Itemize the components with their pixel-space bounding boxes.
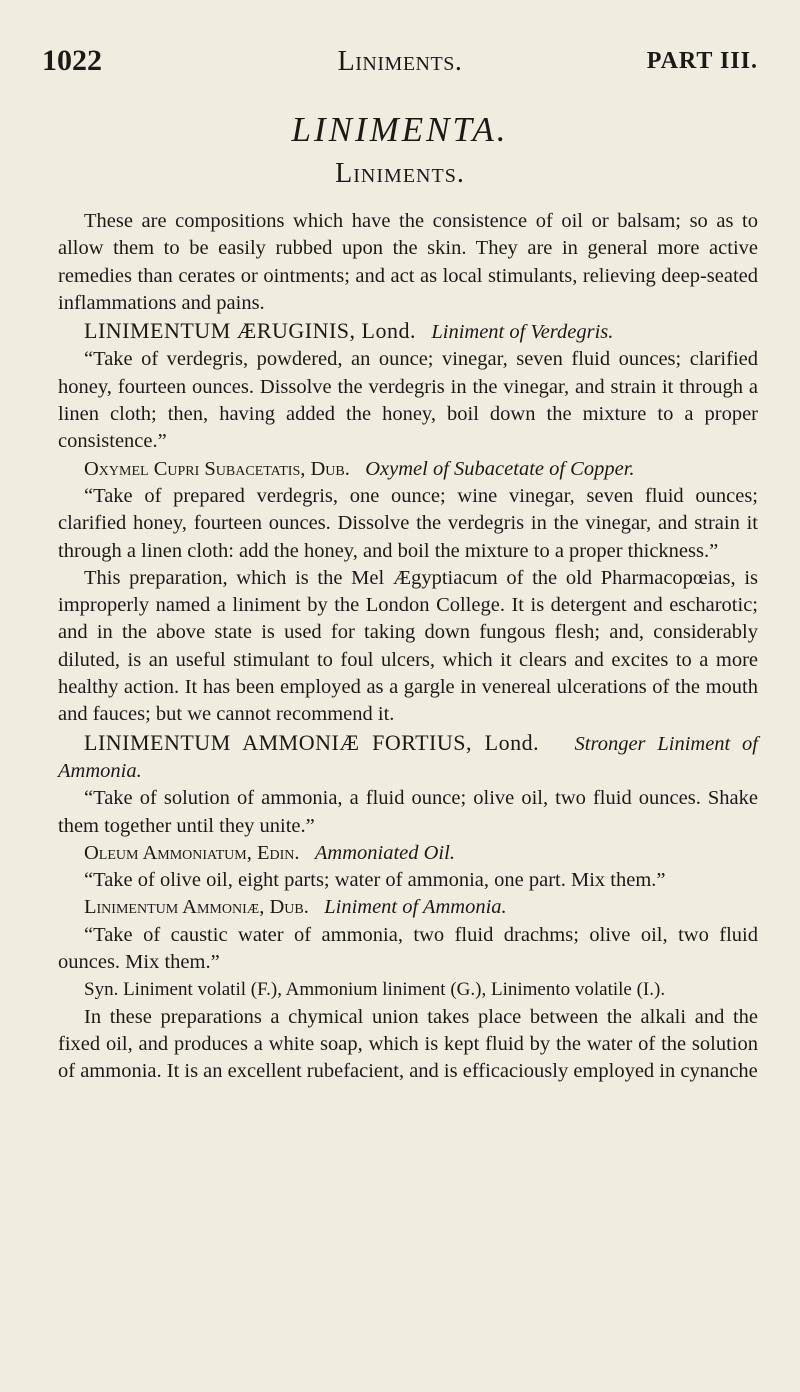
entry-heading-oxymel [58, 456, 758, 483]
entry-name: LINIMENTUM AMMONIÆ FORTIUS, Lond. [84, 729, 540, 755]
recipe-paragraph: “Take of solution of ammonia, a fluid ounce; olive oil, two fluid ounces. Shake them together until they unite.” [58, 787, 758, 837]
entry-english-name: Liniment of Ammonia. [324, 896, 507, 919]
page-number: 1022 [42, 44, 102, 77]
entry-english-name: Stronger Liniment of Ammonia. [58, 732, 759, 782]
entry-english-name: Ammoniated Oil. [314, 841, 455, 864]
entry-name: LINIMENTUM ÆRUGINIS, Lond. [84, 318, 416, 344]
intro-paragraph: These are compositions which have the consistence of oil or balsam; so as to allow them to be easily rubbed upon the skin. They are in general more active remedies than cerates or ointments; and act as local stimulants, relieving deep-seated inflammations and pains. [58, 210, 758, 314]
entry-english-name: Oxymel of Subacetate of Copper. [365, 457, 635, 480]
recipe-paragraph: “Take of caustic water of ammonia, two fluid drachms; olive oil, two fluid ounces. Mix them.” [58, 923, 758, 974]
page-header [42, 44, 758, 84]
entry-english-name: Liniment of Verdegris. [431, 321, 614, 344]
entry-name: Linimentum Ammoniæ, Dub. [84, 896, 309, 919]
entry-name: Oxymel Cupri Subacetatis, Dub. [84, 457, 350, 480]
entry-heading-ammoniae-fortius [58, 729, 758, 786]
entry-heading-aeruginis [58, 317, 758, 346]
recipe-paragraph: “Take of verdegris, powdered, an ounce; vinegar, seven fluid ounces; clarified honey, fourteen ounces. Dissolve the verdegris in the vinegar, and strain it through a linen cloth; then, having added the honey, boil down the mixture to a proper consistence.” [58, 348, 758, 453]
part-label: PART III. [646, 48, 758, 74]
entry-heading-ammoniae [58, 894, 758, 921]
synonyms-line: Syn. Liniment volatil (F.), Ammonium liniment (G.), Linimento volatile (I.). [84, 979, 666, 1001]
chapter-title: LINIMENTA. [291, 110, 509, 149]
running-title: Liniments. [337, 46, 463, 77]
commentary-paragraph: This preparation, which is the Mel Ægyptiacum of the old Pharmacopœias, is improperly named a liniment by the London College. It is detergent and escharotic; and in the above state is used for taking down fungous flesh; and, considerably diluted, is an useful stimulant to foul ulcers, which it clears and excites to a more healthy action. It has been employed as a gargle in venereal ulcerations of the mouth and fauces; but we cannot recommend it. [58, 566, 758, 726]
recipe-paragraph: “Take of prepared verdegris, one ounce; wine vinegar, seven fluid ounces; clarified honey, fourteen ounces. Dissolve the verdegris in the vinegar, and strain it through a linen cloth: add the honey, and boil the mixture to a proper thickness.” [58, 484, 758, 562]
recipe-paragraph: “Take of olive oil, eight parts; water of ammonia, one part. Mix them.” [84, 869, 666, 892]
entry-name: Oleum Ammoniatum, Edin. [84, 841, 300, 864]
chapter-subtitle: Liniments. [335, 158, 465, 189]
entry-heading-oleum [58, 840, 758, 867]
body-text [58, 208, 758, 1086]
commentary-paragraph: In these preparations a chymical union takes place between the alkali and the fixed oil, and produces a white soap, which is kept fluid by the water of the solution of ammonia. It is an excellent rubefacient, and is efficaciously employed in cynanche [58, 1005, 758, 1083]
